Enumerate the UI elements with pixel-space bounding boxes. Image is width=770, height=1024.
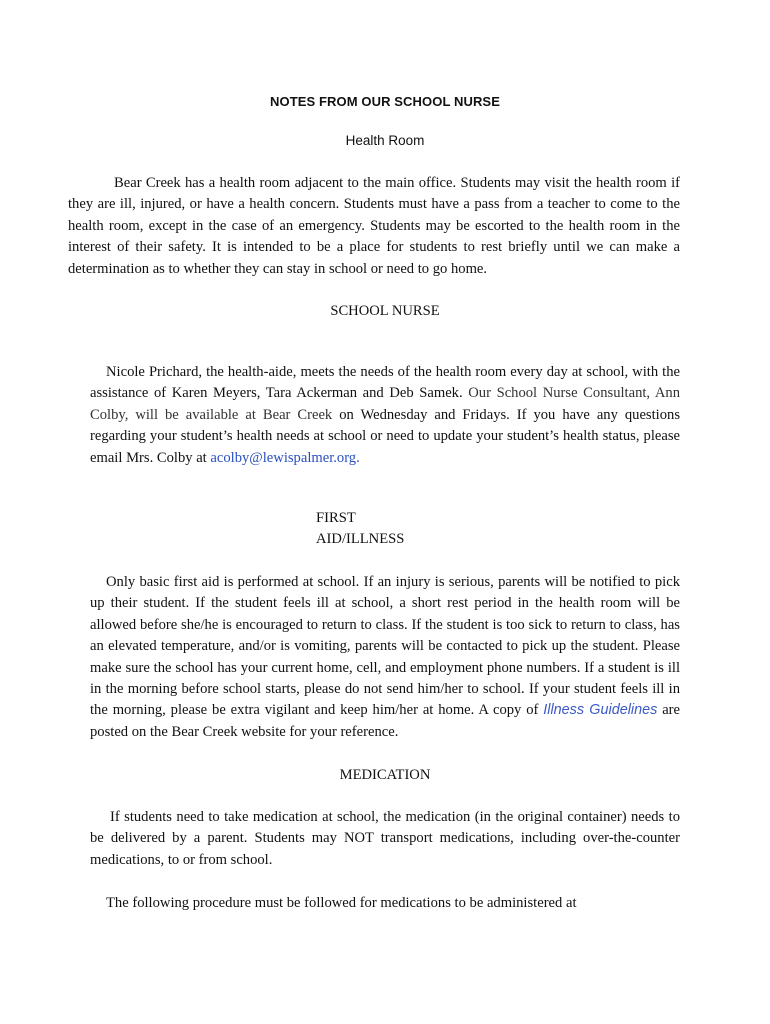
illness-guidelines-link[interactable]: Illness Guidelines: [543, 702, 658, 719]
medication-paragraph: [90, 807, 680, 871]
school-nurse-text-1: Nicole Prichard, the health-aide, meets the needs of the health room every day at school, with the assistance of Karen Meyers, Tara Ackerman and Deb Samek.: [90, 364, 680, 402]
school-nurse-paragraph: [90, 362, 680, 469]
first-aid-text-1: Only basic first aid is performed at school. If an injury is serious, parents will be notified to pick up their student. If the student feels ill at school, a short rest period in the health room will be allowed before she/he is encouraged to return to class. If the student is too sick to return to class, has an elevated temperature, and/or is vomiting, parents will be contacted to pick up the student. Please make sure the school has your current home, cell, and employment phone numbers. If a student is ill in the morning before school starts, please do not send him/her to school. If your student feels ill in the morning, please be extra vigilant and keep him/her at home. A copy of: [90, 574, 680, 719]
first-aid-text-2: are posted on the Bear Creek website for your reference.: [90, 702, 681, 740]
first-aid-heading-line-2: AID/ILLNESS: [316, 531, 405, 548]
page-title: NOTES FROM OUR SCHOOL NURSE: [270, 94, 500, 109]
school-nurse-text-3: on Wednesday and Fridays. If you have any questions regarding your student’s health needs at school or need to update your student’s health status, please email Mrs. Colby at: [90, 406, 680, 466]
medication-heading: MEDICATION: [339, 767, 431, 783]
first-aid-paragraph: [90, 572, 680, 743]
first-aid-heading-line-1: FIRST: [316, 510, 356, 526]
procedure-paragraph: [90, 893, 680, 914]
health-room-paragraph: [68, 173, 680, 280]
health-room-text: Bear Creek has a health room adjacent to the main office. Students may visit the health room if they are ill, injured, or have a health concern. Students must have a pass from a teacher to come to the health room, except in the case of an emergency. Students may be escorted to the health room in the interest of their safety. It is intended to be a place for students to rest briefly until we can make a determination as to whether they can stay in school or need to go home.: [68, 175, 680, 277]
page-subtitle: Health Room: [345, 133, 425, 148]
procedure-text: The following procedure must be followed for medications to be administered at: [106, 895, 577, 911]
medication-text: If students need to take medication at school, the medication (in the original container) needs to be delivered by a parent. Students may NOT transport medications, including over-the-counter medications, to or from school.: [90, 809, 680, 868]
school-nurse-heading: SCHOOL NURSE: [330, 303, 440, 319]
school-nurse-text-2: Our School Nurse Consultant, Ann Colby, will be available at Bear Creek: [90, 385, 681, 423]
nurse-email-link[interactable]: acolby@lewispalmer.org.: [210, 449, 360, 466]
first-aid-heading: [316, 508, 404, 551]
